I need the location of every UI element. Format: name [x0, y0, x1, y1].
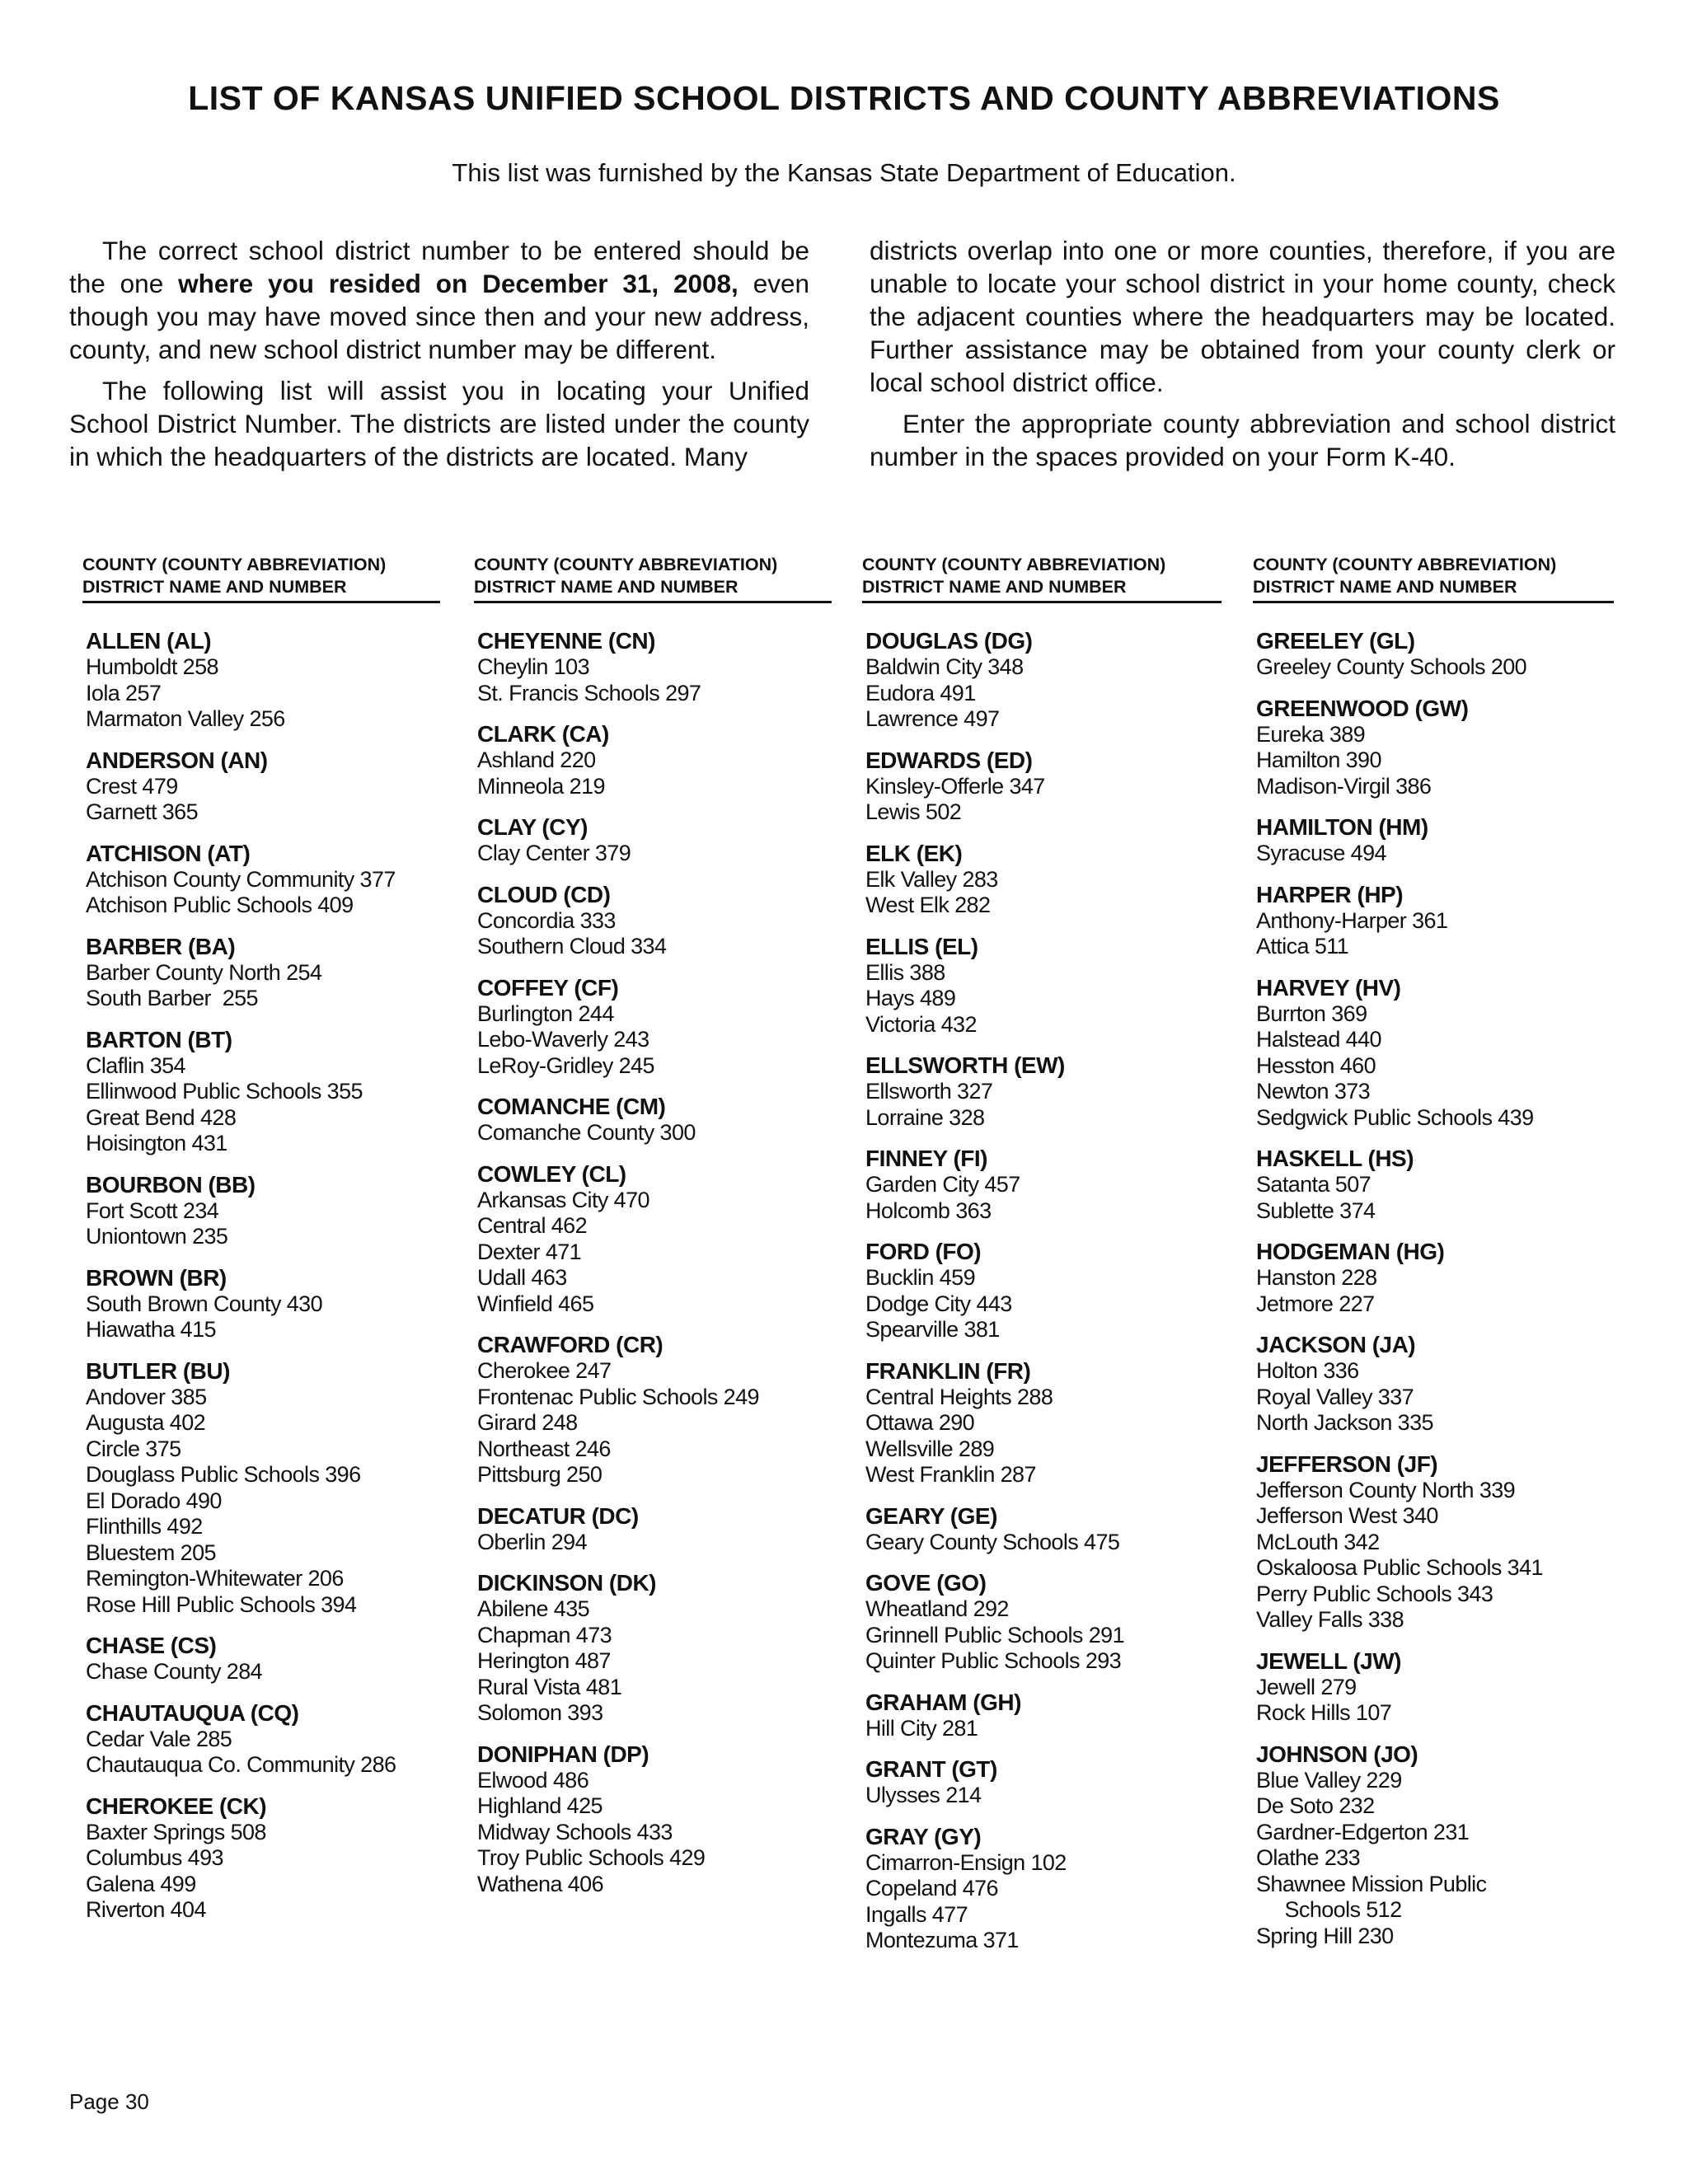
district-entry: Clay Center 379: [477, 841, 631, 865]
district-entry: Baldwin City 348: [865, 654, 1024, 679]
district-entry: Columbus 493: [86, 1845, 223, 1870]
county-block: [865, 1756, 1221, 1809]
county-block: [477, 721, 832, 799]
page-number: Page 30: [69, 2089, 149, 2114]
column-header-line-1: COUNTY (COUNTY ABBREVIATION): [862, 555, 1166, 574]
county-name: COMANCHE (CM): [477, 1094, 666, 1119]
district-entry: Hesston 460: [1256, 1052, 1376, 1078]
county-name: HAMILTON (HM): [1256, 814, 1428, 840]
district-entry: Grinnell Public Schools 291: [865, 1622, 1124, 1647]
page-title: LIST OF KANSAS UNIFIED SCHOOL DISTRICTS AND COUNTY ABBREVIATIONS: [188, 79, 1500, 117]
intro-left-column: [69, 234, 809, 481]
district-entry: West Franklin 287: [865, 1462, 1036, 1487]
county-name: BARTON (BT): [86, 1026, 232, 1052]
district-entry: Baxter Springs 508: [86, 1819, 266, 1844]
district-entry: Jefferson County North 339: [1256, 1477, 1516, 1502]
county-block: [865, 748, 1221, 826]
district-entry: Fort Scott 234: [86, 1197, 219, 1223]
county-block: [1256, 975, 1614, 1132]
district-entry: Kinsley-Offerle 347: [865, 773, 1045, 799]
district-entry: Lorraine 328: [865, 1104, 985, 1130]
district-entry: Copeland 476: [865, 1876, 998, 1900]
county-name: HODGEMAN (HG): [1256, 1239, 1445, 1264]
district-entry: Shawnee Mission Public: [1256, 1871, 1487, 1896]
district-entry: Herington 487: [477, 1648, 611, 1673]
district-entry: Burlington 244: [477, 1001, 614, 1026]
district-column-3: [862, 554, 1221, 1969]
county-name: DICKINSON (DK): [477, 1570, 656, 1596]
county-block: [1256, 1741, 1614, 1950]
district-entry: Concordia 333: [477, 907, 616, 933]
district-entry: Garden City 457: [865, 1172, 1020, 1197]
intro-p1-text-a: The correct school district number to be entered should be the one: [69, 236, 809, 298]
county-block: [477, 1570, 832, 1727]
county-name: ELK (EK): [865, 840, 963, 866]
district-entry: Douglass Public Schools 396: [86, 1462, 361, 1487]
county-block: [477, 1332, 832, 1488]
district-entry: Ellis 388: [865, 959, 945, 985]
district-entry: Northeast 246: [477, 1436, 611, 1461]
district-entry: Girard 248: [477, 1410, 578, 1435]
district-entry: St. Francis Schools 297: [477, 680, 701, 705]
district-entry: Jewell 279: [1256, 1674, 1357, 1699]
district-entry: Burrton 369: [1256, 1001, 1367, 1026]
district-entry: Cimarron-Ensign 102: [865, 1849, 1067, 1875]
district-entry: Chapman 473: [477, 1622, 612, 1647]
county-name: FRANKLIN (FR): [865, 1357, 1031, 1384]
district-entry: Wellsville 289: [865, 1436, 995, 1461]
county-name: GEARY (GE): [865, 1502, 997, 1529]
county-block: [86, 748, 440, 826]
district-column-4: [1253, 554, 1614, 1964]
column-header-line-1: COUNTY (COUNTY ABBREVIATION): [82, 555, 387, 574]
district-entry: Winfield 465: [477, 1291, 594, 1316]
district-entry: Lebo-Waverly 243: [477, 1027, 649, 1052]
county-name: FORD (FO): [865, 1239, 982, 1264]
county-block: [865, 1239, 1221, 1343]
district-entry: Jetmore 227: [1256, 1291, 1375, 1316]
district-entry: Oskaloosa Public Schools 341: [1256, 1555, 1543, 1580]
district-entry: Spearville 381: [865, 1317, 1000, 1342]
district-entry: Anthony-Harper 361: [1256, 907, 1448, 933]
district-entry: Claflin 354: [86, 1052, 185, 1078]
county-name: ELLIS (EL): [865, 933, 978, 959]
district-entry: Ulysses 214: [865, 1783, 982, 1807]
district-entry: Madison-Virgil 386: [1256, 773, 1432, 799]
district-entry: Riverton 404: [86, 1897, 206, 1922]
district-entry: Minneola 219: [477, 773, 605, 799]
county-block: [86, 1358, 440, 1619]
district-entry: Hays 489: [865, 986, 956, 1010]
district-entry: Montezuma 371: [865, 1928, 1019, 1952]
column-header: [474, 554, 832, 603]
district-entry: Chautauqua Co. Community 286: [86, 1752, 396, 1777]
district-entry: Ingalls 477: [865, 1901, 968, 1927]
district-entry: Quinter Public Schools 293: [865, 1648, 1122, 1673]
county-block: [865, 1503, 1221, 1556]
district-entry: Comanche County 300: [477, 1120, 696, 1145]
district-entry: Jefferson West 340: [1256, 1503, 1438, 1528]
county-block: [86, 628, 440, 733]
county-block: [1256, 814, 1614, 867]
district-entry: Holton 336: [1256, 1358, 1359, 1383]
district-entry: Rock Hills 107: [1256, 1700, 1392, 1725]
district-entry: Midway Schools 433: [477, 1819, 673, 1844]
district-entry: Barber County North 254: [86, 959, 322, 985]
district-entry: Augusta 402: [86, 1410, 206, 1435]
county-block: [865, 1690, 1221, 1742]
district-entry: Solomon 393: [477, 1700, 603, 1725]
column-header: [862, 554, 1221, 603]
county-name: CHASE (CS): [86, 1633, 217, 1658]
county-block: [865, 1146, 1221, 1224]
county-name: JOHNSON (JO): [1256, 1741, 1418, 1767]
intro-p1-emphasis: where you resided on December 31, 2008,: [178, 269, 738, 298]
column-header-line-2: DISTRICT NAME AND NUMBER: [1253, 577, 1517, 597]
county-block: [86, 1027, 440, 1157]
district-entry: Atchison County Community 377: [86, 866, 396, 892]
county-block: [865, 1824, 1221, 1954]
district-entry: North Jackson 335: [1256, 1410, 1433, 1435]
county-name: CLOUD (CD): [477, 881, 611, 907]
district-entry: Abilene 435: [477, 1596, 590, 1621]
district-entry: Central Heights 288: [865, 1384, 1053, 1409]
county-name: JEWELL (JW): [1256, 1647, 1401, 1674]
district-entry: Flinthills 492: [86, 1514, 203, 1539]
county-name: BARBER (BA): [86, 933, 236, 959]
intro-paragraph-2-continued: districts overlap into one or more counties, therefore, if you are unable to locate your school district in your home county, check the adjacent counties where the headquarters may be located. Further assistance may be obtained from your county clerk or local school district office.: [870, 236, 1615, 397]
district-entry: Wathena 406: [477, 1871, 604, 1896]
district-entry: Circle 375: [86, 1436, 181, 1461]
district-entry: South Barber 255: [86, 986, 258, 1010]
district-entry: Eudora 491: [865, 680, 976, 705]
district-entry: Syracuse 494: [1256, 841, 1386, 865]
county-name: GRAHAM (GH): [865, 1689, 1021, 1715]
district-column-1: [82, 554, 440, 1938]
county-block: [1256, 1146, 1614, 1224]
county-name: CRAWFORD (CR): [477, 1332, 663, 1357]
district-entry: Holcomb 363: [865, 1197, 992, 1223]
county-name: JACKSON (JA): [1256, 1332, 1416, 1357]
district-entry: Cedar Vale 285: [86, 1726, 232, 1751]
district-entry: Humboldt 258: [86, 654, 218, 679]
county-name: GRAY (GY): [865, 1823, 982, 1849]
county-block: [477, 1503, 832, 1556]
district-entry: Oberlin 294: [477, 1529, 587, 1554]
district-entry: Blue Valley 229: [1256, 1767, 1402, 1793]
county-block: [86, 1700, 440, 1779]
county-block: [1256, 1451, 1614, 1633]
district-entry: Geary County Schools 475: [865, 1529, 1120, 1554]
county-name: HASKELL (HS): [1256, 1146, 1414, 1171]
county-block: [1256, 696, 1614, 800]
column-header-line-2: DISTRICT NAME AND NUMBER: [82, 577, 347, 597]
district-entry: Garnett 365: [86, 799, 198, 824]
county-name: ANDERSON (AN): [86, 747, 268, 773]
district-entry: Olathe 233: [1256, 1845, 1361, 1870]
intro-p1-text-b: even though you may have moved since then and your new address, county, and new school district number may be different.: [69, 269, 810, 364]
district-entry: Iola 257: [86, 680, 162, 705]
county-name: GREENWOOD (GW): [1256, 695, 1469, 721]
district-entry: Central 462: [477, 1213, 587, 1238]
district-entry: Cherokee 247: [477, 1358, 612, 1383]
county-name: BROWN (BR): [86, 1264, 227, 1291]
column-header-line-2: DISTRICT NAME AND NUMBER: [474, 577, 738, 597]
county-list: [82, 603, 440, 1924]
county-block: [477, 1094, 832, 1146]
district-entry: Pittsburg 250: [477, 1462, 603, 1487]
county-block: [86, 934, 440, 1012]
county-block: [1256, 1239, 1614, 1317]
district-entry: Valley Falls 338: [1256, 1607, 1404, 1632]
county-name: JEFFERSON (JF): [1256, 1451, 1438, 1477]
district-entry: Crest 479: [86, 773, 178, 799]
district-entry: Victoria 432: [865, 1011, 977, 1037]
county-block: [865, 1358, 1221, 1488]
county-block: [477, 814, 832, 867]
district-entry: Cheylin 103: [477, 654, 589, 679]
county-block: [1256, 1332, 1614, 1436]
district-entry: Elwood 486: [477, 1767, 589, 1793]
district-entry: Ellsworth 327: [865, 1079, 993, 1104]
district-entry: Chase County 284: [86, 1659, 263, 1684]
county-block: [1256, 1648, 1614, 1727]
district-entry: Atchison Public Schools 409: [86, 893, 354, 917]
county-name: DOUGLAS (DG): [865, 628, 1033, 654]
county-name: ALLEN (AL): [86, 628, 212, 654]
intro-paragraph-1: [69, 234, 809, 366]
district-entry: Ottawa 290: [865, 1410, 975, 1435]
district-entry: Dexter 471: [477, 1239, 582, 1264]
district-column-2: [474, 554, 832, 1912]
district-entry: Hiawatha 415: [86, 1317, 216, 1342]
district-entry: Remington-Whitewater 206: [86, 1566, 344, 1591]
district-entry: Bucklin 459: [865, 1265, 975, 1290]
county-name: BOURBON (BB): [86, 1171, 256, 1197]
district-entry: Udall 463: [477, 1265, 567, 1290]
intro-right-column: [870, 234, 1615, 481]
district-entry: Ashland 220: [477, 748, 596, 772]
district-entry: Southern Cloud 334: [477, 934, 667, 958]
county-name: DONIPHAN (DP): [477, 1741, 649, 1767]
county-name: ATCHISON (AT): [86, 840, 251, 866]
county-name: GOVE (GO): [865, 1570, 987, 1596]
intro-paragraph-2-start: The following list will assist you in locating your Unified School District Number. The districts are listed under the county in which the headquarters of the districts are located. Many: [69, 376, 809, 471]
county-name: ELLSWORTH (EW): [865, 1052, 1065, 1078]
county-block: [86, 841, 440, 919]
county-block: [865, 628, 1221, 733]
district-entry: Attica 511: [1256, 934, 1349, 958]
district-entry: De Soto 232: [1256, 1793, 1375, 1818]
county-name: CLAY (CY): [477, 814, 588, 840]
column-header: [82, 554, 440, 603]
district-entry: Hanston 228: [1256, 1265, 1377, 1290]
district-entry: McLouth 342: [1256, 1529, 1380, 1554]
district-entry: Arkansas City 470: [477, 1187, 649, 1212]
district-entry: Wheatland 292: [865, 1596, 1009, 1621]
county-name: COFFEY (CF): [477, 974, 619, 1001]
district-entry: Halstead 440: [1256, 1027, 1381, 1052]
county-block: [1256, 882, 1614, 960]
district-entry: Uniontown 235: [86, 1224, 228, 1249]
district-entry: Highland 425: [477, 1793, 603, 1818]
county-name: DECATUR (DC): [477, 1502, 639, 1529]
district-entry: Great Bend 428: [86, 1104, 237, 1130]
district-entry: Galena 499: [86, 1871, 196, 1896]
column-header-line-1: COUNTY (COUNTY ABBREVIATION): [1253, 555, 1557, 574]
column-header-line-1: COUNTY (COUNTY ABBREVIATION): [474, 555, 778, 574]
column-header: [1253, 554, 1614, 603]
district-entry: Lewis 502: [865, 799, 962, 824]
county-name: COWLEY (CL): [477, 1160, 626, 1187]
county-block: [477, 628, 832, 706]
county-block: [86, 1265, 440, 1343]
district-entry: Satanta 507: [1256, 1172, 1372, 1197]
district-entry: Hill City 281: [865, 1715, 978, 1741]
county-block: [477, 975, 832, 1080]
district-entry: West Elk 282: [865, 893, 991, 917]
county-name: CHEYENNE (CN): [477, 628, 655, 654]
county-name: BUTLER (BU): [86, 1357, 230, 1384]
district-entry: Rural Vista 481: [477, 1674, 622, 1699]
county-name: HARPER (HP): [1256, 881, 1404, 907]
district-entry: Dodge City 443: [865, 1291, 1012, 1316]
district-entry: Bluestem 205: [86, 1540, 216, 1565]
county-name: CHAUTAUQUA (CQ): [86, 1699, 299, 1726]
county-block: [477, 882, 832, 960]
county-name: GREELEY (GL): [1256, 628, 1415, 654]
district-entry: Hamilton 390: [1256, 748, 1381, 772]
page-subtitle: This list was furnished by the Kansas State Department of Education.: [452, 158, 1236, 187]
county-list: [862, 603, 1221, 1954]
district-entry: Andover 385: [86, 1384, 207, 1409]
intro-paragraph-3: Enter the appropriate county abbreviation and school district number in the spaces provided on your Form K-40.: [870, 409, 1615, 471]
county-name: FINNEY (FI): [865, 1146, 987, 1171]
district-entry: Perry Public Schools 343: [1256, 1581, 1493, 1606]
district-entry: Lawrence 497: [865, 706, 1000, 731]
county-block: [865, 1052, 1221, 1131]
district-entry: Newton 373: [1256, 1079, 1371, 1104]
district-entry: Elk Valley 283: [865, 866, 998, 892]
county-block: [865, 841, 1221, 919]
district-entry: Gardner-Edgerton 231: [1256, 1819, 1470, 1844]
county-block: [86, 1793, 440, 1924]
district-entry: Schools 512: [1256, 1897, 1402, 1922]
district-entry: Rose Hill Public Schools 394: [86, 1591, 357, 1617]
county-name: EDWARDS (ED): [865, 747, 1033, 773]
county-block: [86, 1633, 440, 1685]
district-entry: South Brown County 430: [86, 1291, 322, 1316]
county-name: CLARK (CA): [477, 721, 609, 747]
county-list: [474, 603, 832, 1897]
district-entry: Greeley County Schools 200: [1256, 654, 1527, 679]
county-block: [865, 1570, 1221, 1675]
district-entry: Spring Hill 230: [1256, 1923, 1394, 1948]
district-entry: Troy Public Schools 429: [477, 1845, 706, 1870]
district-entry: Ellinwood Public Schools 355: [86, 1079, 363, 1104]
county-name: GRANT (GT): [865, 1756, 997, 1782]
county-block: [865, 934, 1221, 1038]
column-header-line-2: DISTRICT NAME AND NUMBER: [862, 577, 1127, 597]
district-entry: Frontenac Public Schools 249: [477, 1384, 759, 1409]
district-entry: LeRoy-Gridley 245: [477, 1052, 654, 1078]
district-entry: Hoisington 431: [86, 1131, 227, 1155]
county-block: [86, 1172, 440, 1250]
district-entry: El Dorado 490: [86, 1488, 222, 1513]
district-entry: Sedgwick Public Schools 439: [1256, 1104, 1534, 1130]
county-name: HARVEY (HV): [1256, 974, 1401, 1001]
district-entry: Royal Valley 337: [1256, 1384, 1414, 1409]
county-block: [477, 1741, 832, 1898]
county-name: CHEROKEE (CK): [86, 1793, 267, 1819]
county-block: [477, 1161, 832, 1318]
county-list: [1253, 603, 1614, 1949]
district-entry: Marmaton Valley 256: [86, 706, 285, 731]
district-entry: Sublette 374: [1256, 1197, 1376, 1223]
district-entry: Eureka 389: [1256, 721, 1366, 747]
county-block: [1256, 628, 1614, 681]
